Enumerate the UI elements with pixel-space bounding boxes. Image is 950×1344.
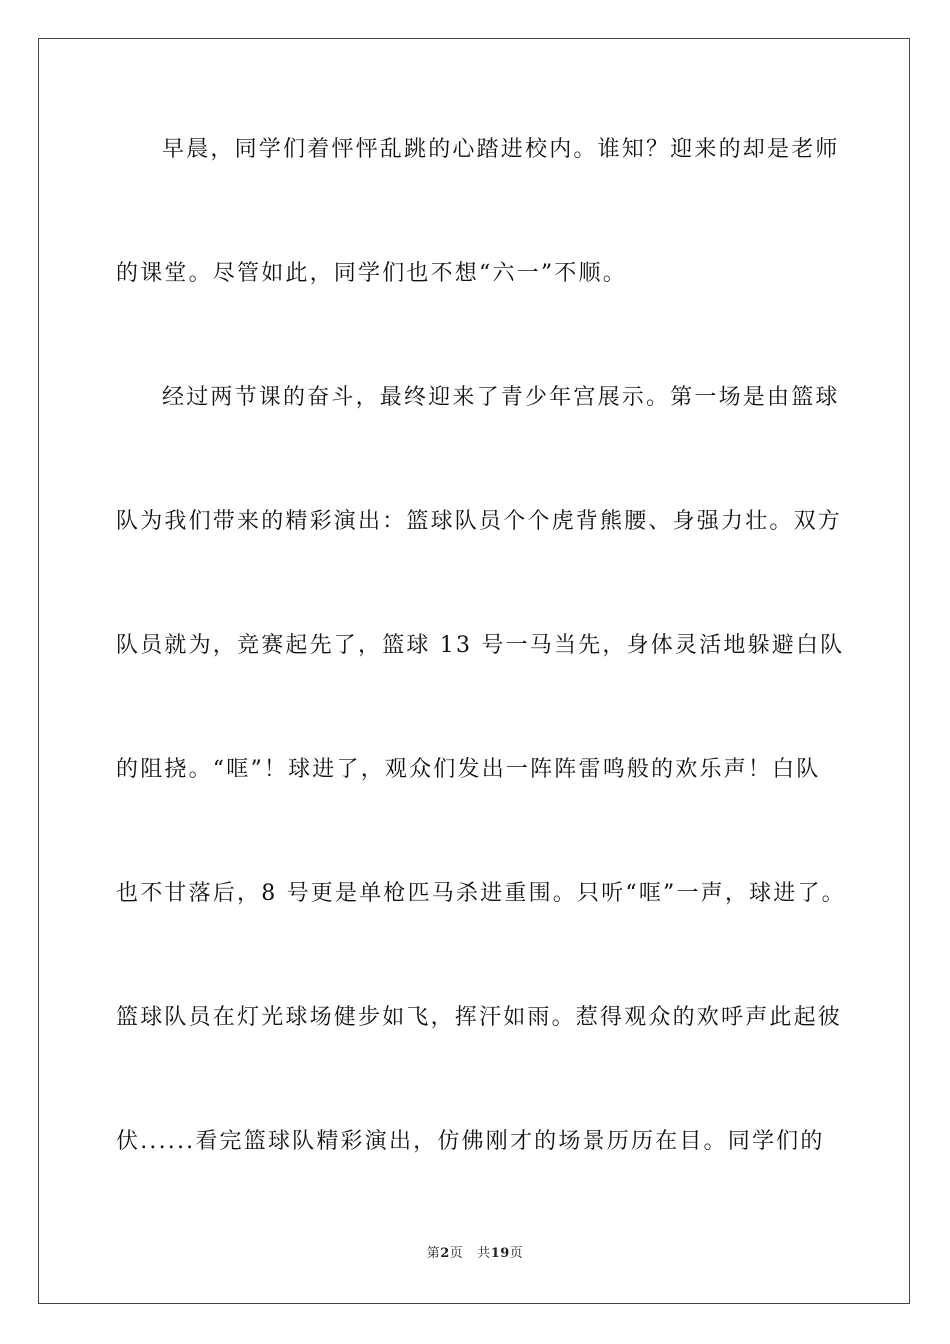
footer-total-prefix: 共 <box>477 1246 491 1261</box>
footer-total-suffix: 页 <box>509 1246 524 1261</box>
footer-page-prefix: 第 <box>426 1246 441 1261</box>
paragraph-2-line-7: 伏......看完篮球队精彩演出，仿佛刚才的场景历历在目。同学们的 <box>116 1129 825 1154</box>
footer-page-number: 2 <box>440 1246 450 1261</box>
page-border <box>38 38 910 1304</box>
page-footer <box>0 1242 950 1261</box>
paragraph-2-line-4: 的阻挠。“哐”！球进了，观众们发出一阵阵雷鸣般的欢乐声！白队 <box>116 757 821 782</box>
paragraph-1-line-2: 的课堂。尽管如此，同学们也不想“六一”不顺。 <box>116 261 627 286</box>
footer-page-suffix: 页 <box>449 1246 464 1261</box>
paragraph-2-line-5: 也不甘落后，8 号更是单枪匹马杀进重围。只听“哐”一声，球进了。 <box>116 881 846 906</box>
paragraph-1-line-1: 早晨，同学们着怦怦乱跳的心踏进校内。谁知？迎来的却是老师 <box>162 137 840 162</box>
paragraph-2-line-3: 队员就为，竞赛起先了，篮球 13 号一马当先，身体灵活地躲避白队 <box>116 633 845 658</box>
footer-total-pages: 19 <box>490 1246 510 1261</box>
paragraph-2-line-2: 队为我们带来的精彩演出：篮球队员个个虎背熊腰、身强力壮。双方 <box>116 509 843 534</box>
paragraph-2-line-6: 篮球队员在灯光球场健步如飞，挥汗如雨。惹得观众的欢呼声此起彼 <box>116 1005 843 1030</box>
paragraph-2-line-1: 经过两节课的奋斗，最终迎来了青少年宫展示。第一场是由篮球 <box>162 385 840 410</box>
